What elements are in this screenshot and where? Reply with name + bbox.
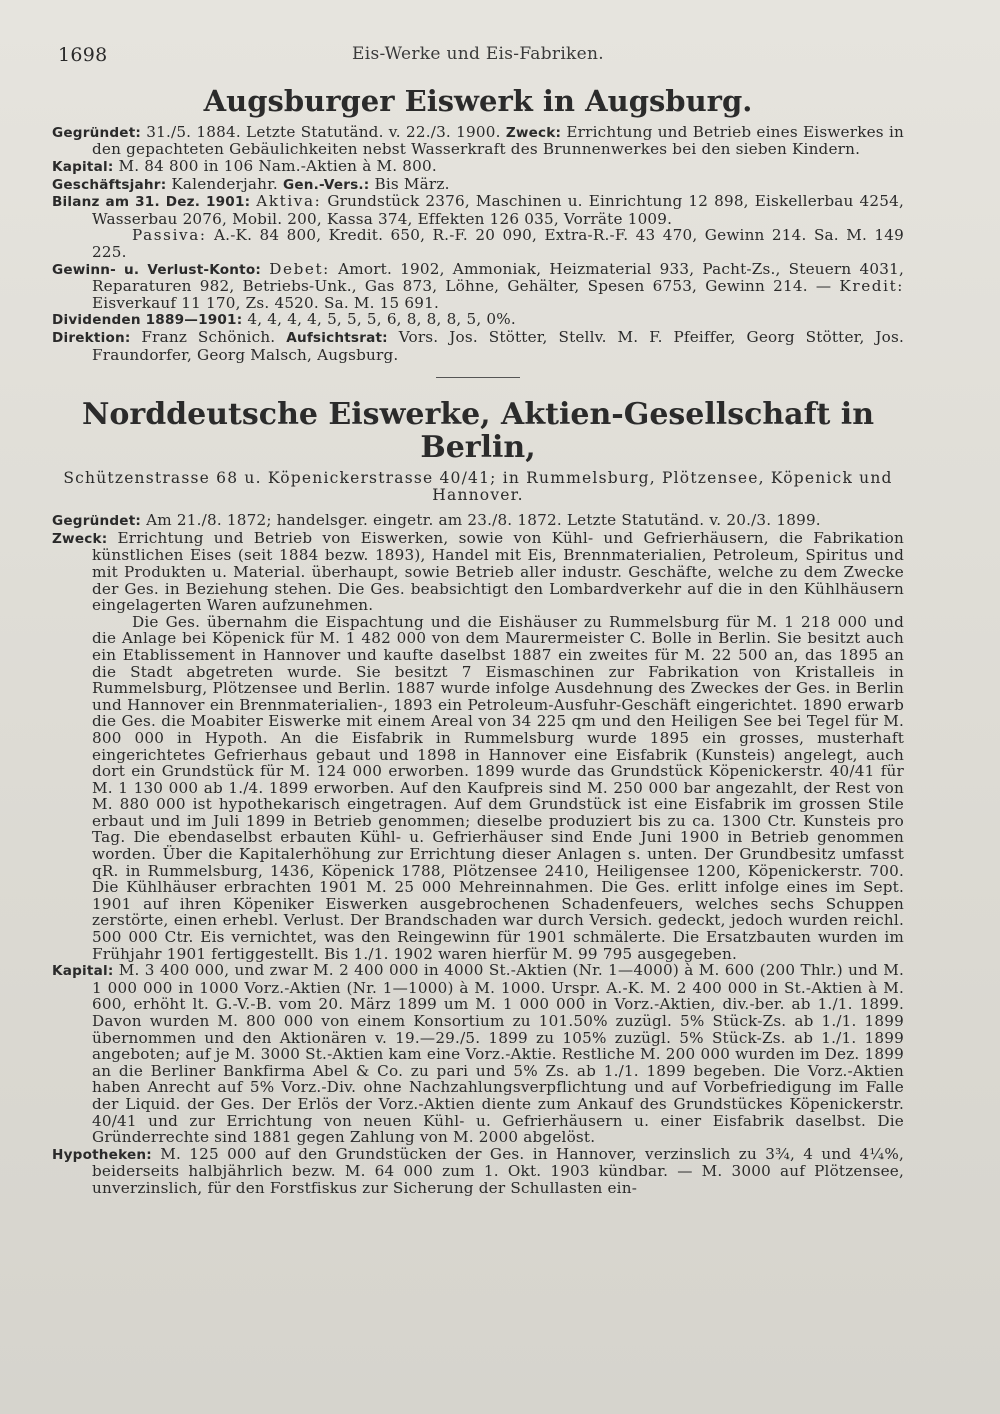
label-aufsichtsrat: Aufsichtsrat: [286, 330, 388, 347]
label-gegruendet: Gegründet: [52, 124, 142, 141]
page-number: 1698 [58, 44, 108, 66]
text-gen-vers: Bis März. [374, 174, 450, 193]
text-direktion: Franz Schönich. [141, 328, 276, 347]
entry-passiva [52, 227, 904, 260]
entry-kapital [52, 158, 904, 176]
label-kapital-2: Kapital: [52, 963, 114, 980]
label-direktion: Direktion: [52, 330, 131, 347]
label-passiva: Passiva: [132, 226, 207, 245]
entry-dividenden [52, 311, 904, 329]
label-geschaeftsjahr: Geschäftsjahr: [52, 176, 167, 193]
entry-direktion [52, 329, 904, 363]
entry-bilanz [52, 193, 904, 227]
label-kredit: Kredit: [839, 277, 904, 296]
label-dividenden: Dividenden 1889—1901: [52, 312, 243, 329]
label-gewinn-verlust: Gewinn- u. Verlust-Konto: [52, 261, 262, 278]
text-zweck-2: Errichtung und Betrieb von Eiswerken, sowie von Kühl- und Gefrierhäusern, die Fabrikation künstlichen Eises (seit 1884 bezw. 1893), Handel mit Eis, Brennmaterialien, Petroleum, Spiritus und mit Produkten u. Material. überhaupt, sowie Betrieb aller industr. Geschäfte, welche zu dem Zwecke der Ges. in Beziehung stehen. Die Ges. beabsichtigt den Lombardverkehr auf die in den Kühlhäusern eingelagerten Waren aufzunehmen. [92, 528, 904, 615]
text-geschaeftsjahr: Kalenderjahr. [171, 174, 278, 193]
text-kapital: M. 84 800 in 106 Nam.-Aktien à M. 800. [118, 157, 437, 176]
entry-gewinn-verlust [52, 261, 904, 312]
label-zweck-2: Zweck: [52, 530, 108, 547]
text-passiva: A.-K. 84 800, Kredit. 650, R.-F. 20 090, Extra-R.-F. 43 470, Gewinn 214. Sa. M. 149 225. [92, 226, 904, 262]
text-hypotheken: M. 125 000 auf den Grundstücken der Ges. in Hannover, verzinslich zu 3¾, 4 und 4¼%, beiderseits halbjährlich bezw. M. 64 000 zum 1. Okt. 1903 kündbar. — M. 3000 auf Plötzensee, unverzinslich, für den Forstfiskus zur Sicherung der Schullasten ein- [92, 1144, 905, 1197]
entry-kapital-2 [52, 962, 904, 1146]
entry-zweck-2 [52, 530, 904, 614]
text-debet: Amort. 1902, Ammoniak, Heizmaterial 933, Pacht-Zs., Steuern 4031, Reparaturen 982, Betriebs-Unk., Gas 873, Löhne, Gehälter, Spesen 6753, Gewinn 214. — [92, 259, 905, 296]
text-kapital-2: M. 3 400 000, und zwar M. 2 400 000 in 4000 St.-Aktien (Nr. 1—4000) à M. 600 (200 Thlr.) und M. 1 000 000 in 1000 Vorz.-Aktien (Nr. 1—1000) à M. 1000. Urspr. A.-K. M. 2 400 000 in St.-Aktien à M. 600, erhöht lt. G.-V.-B. vom 20. März 1899 um M. 1 000 000 in Vorz.-Aktien, div.-ber. ab 1./1. 1899. Davon wurden M. 800 000 von einem Konsortium zu 101.50% zuzügl. 5% Stück-Zs. ab 1./1. 1899 übernommen und den Aktionären v. 19.—29./5. 1899 zu 105% zuzügl. 5% Stück-Zs. ab 1./1. 1899 angeboten; auf je M. 3000 St.-Aktien kam eine Vorz.-Aktie. Restliche M. 200 000 wurden im Dez. 1899 an die Berliner Bankfirma Abel & Co. zu pari und 5% Zs. ab 1./1. 1899 begeben. Die Vorz.-Aktien haben Anrecht auf 5% Vorz.-Div. ohne Nachzahlungsverpflichtung und auf Vorbefriedigung im Falle der Liquid. der Ges. Der Erlös der Vorz.-Aktien diente zum Ankauf des Grundstückes Köpenickerstr. 40/41 und zur Errichtung von neuen Kühl- u. Gefrierhäusern u. einer Eisfabrik daselbst. Die Gründerrechte sind 1881 gegen Zahlung von M. 2000 abgelöst. [92, 961, 904, 1147]
text-gegruendet: 31./5. 1884. Letzte Statutänd. v. 22./3. 1900. [146, 122, 501, 141]
label-gen-vers: Gen.-Vers.: [282, 176, 370, 193]
text-aufsichtsrat: Vors. Jos. Stötter, Stellv. M. F. Pfeiffer, Georg Stötter, Jos. Fraundorfer, Georg Malsch, Augsburg. [92, 328, 905, 364]
text-gegruendet-2: Am 21./8. 1872; handelsger. eingetr. am 23./8. 1872. Letzte Statutänd. v. 20./3. 1899. [146, 511, 821, 530]
section-subtitle-addresses: Schützenstrasse 68 u. Köpenickerstrasse 40/41; in Rummelsburg, Plötzensee, Köpenick und Hannover. [63, 469, 893, 505]
label-gegruendet-2: Gegründet: [52, 513, 142, 530]
label-hypotheken: Hypotheken: [52, 1146, 152, 1163]
entry-gegruendet-2 [52, 512, 904, 530]
entry-gegruendet [52, 124, 904, 158]
section-title-norddeutsche-eiswerke: Norddeutsche Eiswerke, Aktien-Gesellschaft in Berlin, [81, 397, 875, 466]
text-dividenden: 4, 4, 4, 4, 5, 5, 5, 6, 8, 8, 8, 5, 0%. [247, 310, 516, 329]
section-divider [436, 377, 520, 378]
label-zweck: Zweck: [505, 124, 562, 141]
running-title: Eis-Werke und Eis-Fabriken. [352, 44, 604, 64]
label-debet: Debet: [269, 259, 330, 278]
label-aktiva: Aktiva: [256, 192, 322, 211]
text-aktiva: Grundstück 2376, Maschinen u. Einrichtung 12 898, Eiskellerbau 4254, Wasserbau 2076, Mobil. 200, Kassa 374, Effekten 126 035, Vorräte 1009. [92, 192, 905, 228]
entry-hypotheken [52, 1146, 904, 1197]
text-kredit: Eisverkauf 11 170, Zs. 4520. Sa. M. 15 691. [92, 293, 440, 312]
section-title-augsburger-eiswerk: Augsburger Eiswerk in Augsburg. [203, 84, 753, 118]
running-header [52, 38, 904, 66]
label-kapital: Kapital: [52, 159, 114, 176]
entry-history: Die Ges. übernahm die Eispachtung und die Eishäuser zu Rummelsburg für M. 1 218 000 und die Anlage bei Köpenick für M. 1 482 000 von dem Maurermeister C. Bolle in Berlin. Sie besitzt auch ein Etablissement in Hannover und kaufte daselbst 1887 ein zweites für M. 22 500 an, das 1895 an die Stadt abgetreten wurde. Sie besitzt 7 Eismaschinen zur Fabrikation von Kristalleis in Rummelsburg, Plötzensee und Berlin. 1887 wurde infolge Ausdehnung des Zweckes der Ges. in Berlin und Hannover ein Brennmaterialien-, 1893 ein Petroleum-Ausfuhr-Geschäft eingerichtet. 1890 erwarb die Ges. die Moabiter Eiswerke mit einem Areal von 34 225 qm und den Heiligen See bei Tegel für M. 800 000 in Hypoth. An die Eisfabrik in Rummelsburg wurde 1895 ein grosses, musterhaft eingerichtetes Gefrierhaus gebaut und 1898 in Hannover eine Eisfabrik (Kunsteis) angelegt, auch dort ein Grundstück für M. 124 000 erworben. 1899 wurde das Grundstück Köpenickerstr. 40/41 für M. 1 130 000 ab 1./4. 1899 erworben. Auf den Kaufpreis sind M. 250 000 bar angezahlt, der Rest von M. 880 000 ist hypothekarisch eingetragen. Auf dem Grundstück ist eine Eisfabrik im grossen Stile erbaut und im Juli 1899 in Betrieb genommen; dieselbe produziert bis zu ca. 1300 Ctr. Kunsteis pro Tag. Die ebendaselbst erbauten Kühl- u. Gefrierhäuser sind Ende Juni 1900 in Betrieb genommen worden. Über die Kapitalerhöhung zur Errichtung dieser Anlagen s. unten. Der Grundbesitz umfasst qR. in Rummelsburg, 1436, Köpenick 1788, Plötzensee 2410, Heiligensee 1200, Köpenickerstr. 700. Die Kühlhäuser erbrachten 1901 M. 25 000 Mehreinnahmen. Die Ges. erlitt infolge eines im Sept. 1901 auf ihren Köpeniker Eiswerken ausgebrochenen Schadenfeuers, welches sechs Schuppen zerstörte, einen erhebl. Verlust. Der Brandschaden war durch Versich. gedeckt, jedoch wurden reichl. 500 000 Ctr. Eis vernichtet, was den Reingewinn für 1901 schmälerte. Die Ersatzbauten wurden im Frühjahr 1901 fertiggestellt. Bis 1./1. 1902 waren hierfür M. 99 795 ausgegeben. [92, 612, 904, 963]
label-bilanz: Bilanz am 31. Dez. 1901: [52, 194, 251, 211]
text-zweck: Errichtung und Betrieb eines Eiswerkes in den gepachteten Gebäulichkeiten nebst Wasserkraft des Brunnenwerkes bei den sieben Kindern. [92, 122, 904, 159]
entry-geschaeftsjahr [52, 176, 904, 194]
